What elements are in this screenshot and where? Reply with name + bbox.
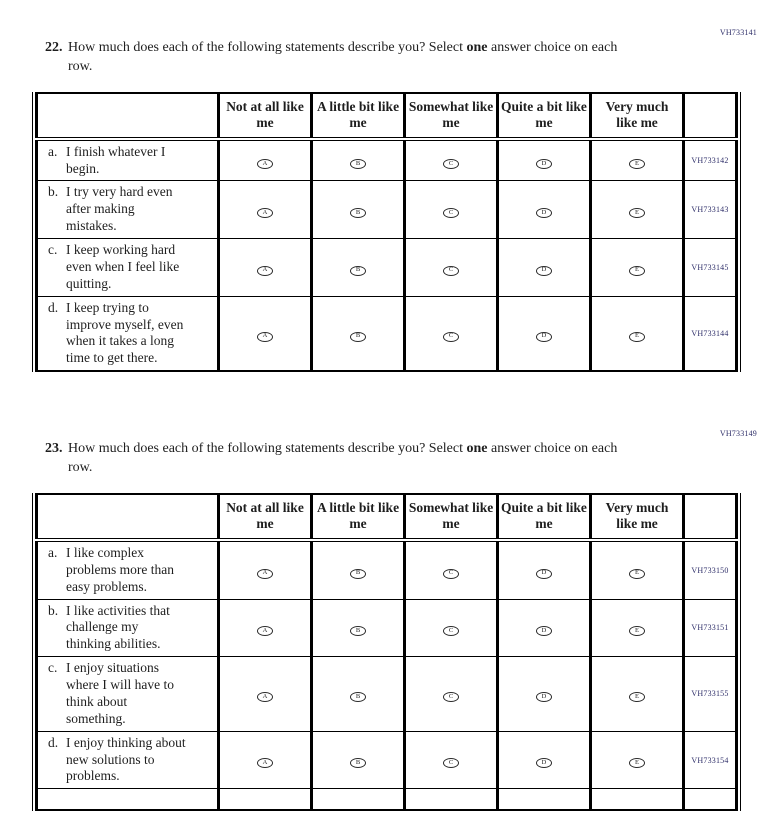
row-letter: c. (48, 242, 58, 258)
statement-text: I try very hard even after making mistakes. (66, 184, 173, 234)
answer-bubble-c[interactable]: C (443, 626, 459, 636)
answer-cell (498, 540, 591, 599)
answer-bubble-c[interactable]: C (443, 266, 459, 276)
answer-cell (312, 599, 405, 657)
statement-column-header (37, 93, 219, 139)
answer-bubble-a[interactable]: A (257, 159, 273, 169)
table-row-b (37, 599, 737, 657)
statement-text: I like activities that challenge my thinking abilities. (66, 602, 170, 652)
answer-bubble-e[interactable]: E (629, 626, 645, 636)
answer-cell (498, 239, 591, 297)
answer-cell (405, 599, 498, 657)
item-code: VH733151 (684, 599, 737, 657)
answer-bubble-a[interactable]: A (257, 332, 273, 342)
answer-cell (498, 731, 591, 789)
statement-text: I finish whatever I begin. (66, 143, 166, 176)
answer-cell (591, 599, 684, 657)
answer-cell (405, 181, 498, 239)
answer-bubble-c[interactable]: C (443, 208, 459, 218)
answer-cell (498, 657, 591, 732)
answer-bubble-b[interactable]: B (350, 626, 366, 636)
column-header-not-at-all: Not at all like me (219, 93, 312, 139)
answer-bubble-b[interactable]: B (350, 208, 366, 218)
answer-cell (498, 599, 591, 657)
prompt-text: answer choice on each row. (68, 40, 618, 74)
section-code-line (0, 425, 766, 438)
answer-cell (219, 657, 312, 732)
answer-bubble-c[interactable]: C (443, 569, 459, 579)
answer-cell (312, 239, 405, 297)
answer-cell (405, 540, 498, 599)
column-header-somewhat: Somewhat like me (405, 93, 498, 139)
answer-bubble-e[interactable]: E (629, 569, 645, 579)
answer-bubble-a[interactable]: A (257, 758, 273, 768)
prompt-bold-word: one (466, 441, 488, 457)
answer-cell (405, 296, 498, 371)
question-text (68, 39, 634, 77)
item-code: VH733154 (684, 731, 737, 789)
item-code: VH733142 (684, 139, 737, 181)
answer-cell (312, 657, 405, 732)
question-number: 22. (45, 40, 63, 55)
row-letter: b. (48, 602, 59, 618)
answer-bubble-b[interactable]: B (350, 692, 366, 702)
answer-bubble-c[interactable]: C (443, 692, 459, 702)
answer-cell (219, 540, 312, 599)
column-header-very-much: Very much like me (591, 93, 684, 139)
answer-bubble-a[interactable]: A (257, 626, 273, 636)
answer-bubble-b[interactable]: B (350, 758, 366, 768)
answer-bubble-a[interactable]: A (257, 569, 273, 579)
statement-cell (37, 657, 219, 732)
answer-bubble-d[interactable]: D (536, 208, 552, 218)
item-code: VH733143 (684, 181, 737, 239)
statement-cell (37, 239, 219, 297)
answer-bubble-a[interactable]: A (257, 208, 273, 218)
statement-cell (37, 599, 219, 657)
row-letter: d. (48, 734, 59, 750)
questionnaire-page (0, 24, 766, 816)
item-code: VH733144 (684, 296, 737, 371)
question-23-section (0, 425, 766, 811)
table-row-a (37, 139, 737, 181)
statement-text: I like complex problems more than easy problems. (66, 544, 174, 594)
prompt-bold-word: one (466, 40, 488, 55)
answer-cell (591, 731, 684, 789)
statement-cell (37, 139, 219, 181)
statement-cell (37, 731, 219, 789)
answer-bubble-c[interactable]: C (443, 758, 459, 768)
answer-bubble-d[interactable]: D (536, 266, 552, 276)
table-row-a (37, 540, 737, 599)
question-23-prompt (45, 440, 766, 478)
answer-cell (591, 139, 684, 181)
column-header-quite-a-bit: Quite a bit like me (498, 93, 591, 139)
row-letter: d. (48, 299, 59, 315)
question-22-table (32, 92, 741, 372)
prompt-text: How much does each of the following statements describe you? Select (68, 441, 467, 457)
answer-cell (591, 657, 684, 732)
answer-bubble-c[interactable]: C (443, 159, 459, 169)
statement-text: I enjoy thinking about new solutions to problems. (66, 734, 186, 784)
table-row-d (37, 731, 737, 789)
answer-cell (591, 239, 684, 297)
prompt-text: How much does each of the following statements describe you? Select (68, 40, 467, 55)
question-22-section (0, 24, 766, 372)
column-header-a-little-bit: A little bit like me (312, 93, 405, 139)
answer-cell (498, 296, 591, 371)
statement-text: I keep trying to improve myself, even when it takes a long time to get there. (66, 299, 184, 366)
answer-cell (591, 181, 684, 239)
prompt-text: answer choice on each row. (68, 441, 618, 476)
table-row-b (37, 181, 737, 239)
answer-bubble-a[interactable]: A (257, 266, 273, 276)
answer-bubble-b[interactable]: B (350, 332, 366, 342)
code-column-header (684, 494, 737, 540)
answer-cell (312, 540, 405, 599)
answer-cell (498, 139, 591, 181)
answer-bubble-b[interactable]: B (350, 159, 366, 169)
answer-bubble-e[interactable]: E (629, 159, 645, 169)
answer-cell (219, 731, 312, 789)
row-letter: b. (48, 184, 59, 200)
question-22-code: VH733141 (719, 28, 757, 37)
answer-cell (219, 139, 312, 181)
column-header-a-little-bit: A little bit like me (312, 494, 405, 540)
table-row-c (37, 657, 737, 732)
column-header-very-much: Very much like me (591, 494, 684, 540)
row-letter: a. (48, 143, 58, 159)
answer-bubble-d[interactable]: D (536, 692, 552, 702)
code-column-header (684, 93, 737, 139)
column-header-somewhat: Somewhat like me (405, 494, 498, 540)
answer-cell (219, 296, 312, 371)
answer-cell (312, 296, 405, 371)
answer-cell (219, 239, 312, 297)
header-row (37, 93, 737, 139)
answer-bubble-d[interactable]: D (536, 159, 552, 169)
answer-bubble-a[interactable]: A (257, 692, 273, 702)
question-23-code: VH733149 (719, 429, 757, 439)
answer-bubble-e[interactable]: E (629, 758, 645, 768)
statement-text: I enjoy situations where I will have to think about something. (66, 660, 174, 726)
column-header-quite-a-bit: Quite a bit like me (498, 494, 591, 540)
answer-bubble-b[interactable]: B (350, 266, 366, 276)
question-text (68, 440, 634, 478)
answer-cell (219, 181, 312, 239)
statement-cell (37, 540, 219, 599)
answer-cell (312, 139, 405, 181)
section-code-line (0, 24, 766, 37)
answer-bubble-d[interactable]: D (536, 626, 552, 636)
item-code: VH733155 (684, 657, 737, 732)
answer-bubble-e[interactable]: E (629, 332, 645, 342)
answer-cell (591, 540, 684, 599)
answer-bubble-d[interactable]: D (536, 332, 552, 342)
table-row-c (37, 239, 737, 297)
table-row-cutoff (37, 789, 737, 811)
statement-cell (37, 181, 219, 239)
statement-column-header (37, 494, 219, 540)
column-header-not-at-all: Not at all like me (219, 494, 312, 540)
header-row (37, 494, 737, 540)
item-code: VH733150 (684, 540, 737, 599)
answer-cell (312, 181, 405, 239)
item-code: VH733145 (684, 239, 737, 297)
row-letter: c. (48, 660, 58, 676)
answer-bubble-d[interactable]: D (536, 569, 552, 579)
question-23-table (32, 493, 741, 811)
answer-bubble-b[interactable]: B (350, 569, 366, 579)
answer-bubble-e[interactable]: E (629, 208, 645, 218)
answer-bubble-d[interactable]: D (536, 758, 552, 768)
answer-cell (405, 239, 498, 297)
question-number: 23. (45, 441, 63, 457)
table-row-d (37, 296, 737, 371)
statement-cell (37, 296, 219, 371)
answer-cell (591, 296, 684, 371)
answer-bubble-e[interactable]: E (629, 266, 645, 276)
answer-bubble-c[interactable]: C (443, 332, 459, 342)
statement-text: I keep working hard even when I feel like quitting. (66, 242, 180, 291)
row-letter: a. (48, 544, 58, 560)
answer-cell (312, 731, 405, 789)
answer-cell (219, 599, 312, 657)
answer-bubble-e[interactable]: E (629, 692, 645, 702)
answer-cell (405, 731, 498, 789)
question-22-prompt (45, 39, 766, 77)
answer-cell (405, 139, 498, 181)
answer-cell (498, 181, 591, 239)
answer-cell (405, 657, 498, 732)
